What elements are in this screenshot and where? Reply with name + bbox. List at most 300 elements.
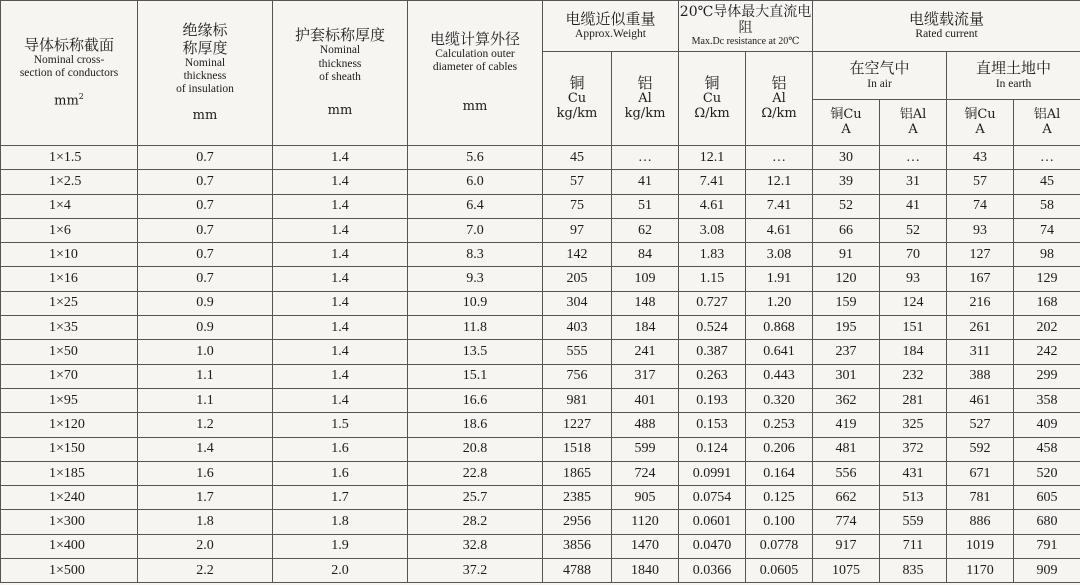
cell-section: 1×120 bbox=[1, 413, 138, 437]
cell-earth-al: 458 bbox=[1014, 437, 1080, 461]
weight-en-label: Approx.Weight bbox=[575, 28, 646, 41]
cell-insulation: 1.7 bbox=[138, 486, 273, 510]
cell-earth-cu: 671 bbox=[947, 461, 1014, 485]
cell-resistance-cu: 1.83 bbox=[679, 243, 746, 267]
cell-weight-cu: 2956 bbox=[543, 510, 612, 534]
cell-resistance-cu: 1.15 bbox=[679, 267, 746, 291]
cell-sheath: 1.4 bbox=[273, 388, 408, 412]
cell-air-al: 70 bbox=[880, 243, 947, 267]
cell-diameter: 11.8 bbox=[408, 316, 543, 340]
cell-weight-cu: 756 bbox=[543, 364, 612, 388]
cell-resistance-al: 0.641 bbox=[746, 340, 813, 364]
table-row bbox=[1, 267, 1080, 291]
cell-earth-cu: 167 bbox=[947, 267, 1014, 291]
cell-diameter: 25.7 bbox=[408, 486, 543, 510]
cell-section: 1×500 bbox=[1, 559, 138, 583]
cell-resistance-cu: 0.0470 bbox=[679, 534, 746, 558]
cell-air-al: 124 bbox=[880, 291, 947, 315]
cell-weight-al: 184 bbox=[612, 316, 679, 340]
cell-insulation: 0.9 bbox=[138, 316, 273, 340]
resistance-cu-unit: Ω/km bbox=[694, 106, 730, 122]
cell-earth-al: 129 bbox=[1014, 267, 1080, 291]
cell-sheath: 1.4 bbox=[273, 170, 408, 194]
cell-earth-cu: 43 bbox=[947, 146, 1014, 170]
insulation-en-label-1: Nominal bbox=[184, 56, 226, 69]
resistance-al-cn: 铝 bbox=[771, 73, 787, 92]
table-row bbox=[1, 170, 1080, 194]
cell-section: 1×1.5 bbox=[1, 146, 138, 170]
earth-al-unit: A bbox=[1042, 121, 1052, 137]
cell-air-cu: 52 bbox=[813, 194, 880, 218]
cell-earth-al: 168 bbox=[1014, 291, 1080, 315]
cell-air-cu: 39 bbox=[813, 170, 880, 194]
cell-resistance-cu: 0.153 bbox=[679, 413, 746, 437]
cell-weight-cu: 555 bbox=[543, 340, 612, 364]
cell-air-al: 513 bbox=[880, 486, 947, 510]
weight-cn-label: 电缆近似重量 bbox=[565, 9, 656, 28]
sheath-en-label-3: of sheath bbox=[319, 70, 361, 83]
header-resistance-cu bbox=[679, 52, 746, 146]
header-insulation bbox=[138, 1, 273, 146]
cell-earth-cu: 127 bbox=[947, 243, 1014, 267]
cell-earth-al: 409 bbox=[1014, 413, 1080, 437]
cell-air-al: 232 bbox=[880, 364, 947, 388]
current-cn-label: 电缆载流量 bbox=[909, 9, 985, 28]
cell-section: 1×400 bbox=[1, 534, 138, 558]
weight-al-cn: 铝 bbox=[637, 73, 653, 92]
cell-diameter: 5.6 bbox=[408, 146, 543, 170]
cell-section: 1×10 bbox=[1, 243, 138, 267]
cell-weight-cu: 97 bbox=[543, 218, 612, 242]
diameter-en-label-2: diameter of cables bbox=[432, 61, 518, 74]
cell-resistance-al: 0.125 bbox=[746, 486, 813, 510]
cell-resistance-al: 0.443 bbox=[746, 364, 813, 388]
cell-air-al: 835 bbox=[880, 559, 947, 583]
cell-air-cu: 419 bbox=[813, 413, 880, 437]
cell-earth-cu: 311 bbox=[947, 340, 1014, 364]
cell-diameter: 6.0 bbox=[408, 170, 543, 194]
cell-weight-al: 41 bbox=[612, 170, 679, 194]
cell-section: 1×240 bbox=[1, 486, 138, 510]
sheath-unit: mm bbox=[327, 102, 353, 118]
table-body bbox=[1, 146, 1080, 583]
cell-air-cu: 30 bbox=[813, 146, 880, 170]
section-unit: mm bbox=[54, 93, 79, 109]
cell-section: 1×2.5 bbox=[1, 170, 138, 194]
cell-insulation: 1.4 bbox=[138, 437, 273, 461]
header-earth-cu bbox=[947, 100, 1014, 146]
cell-air-cu: 120 bbox=[813, 267, 880, 291]
cell-weight-al: 724 bbox=[612, 461, 679, 485]
cell-earth-al: 605 bbox=[1014, 486, 1080, 510]
cell-weight-cu: 57 bbox=[543, 170, 612, 194]
header-resistance-al bbox=[746, 52, 813, 146]
cell-resistance-al: 0.0605 bbox=[746, 559, 813, 583]
cell-air-al: 281 bbox=[880, 388, 947, 412]
section-unit-sup: 2 bbox=[78, 92, 84, 102]
cell-sheath: 1.4 bbox=[273, 243, 408, 267]
cell-resistance-al: … bbox=[746, 146, 813, 170]
cell-diameter: 7.0 bbox=[408, 218, 543, 242]
air-en-label: In air bbox=[867, 77, 892, 90]
cell-section: 1×6 bbox=[1, 218, 138, 242]
cell-air-cu: 66 bbox=[813, 218, 880, 242]
cell-insulation: 0.7 bbox=[138, 243, 273, 267]
resistance-cu-cn: 铜 bbox=[704, 73, 720, 92]
cell-sheath: 2.0 bbox=[273, 559, 408, 583]
cell-insulation: 0.9 bbox=[138, 291, 273, 315]
header-weight-al bbox=[612, 52, 679, 146]
cell-insulation: 1.1 bbox=[138, 388, 273, 412]
cell-earth-cu: 592 bbox=[947, 437, 1014, 461]
cell-air-al: 93 bbox=[880, 267, 947, 291]
cell-section: 1×50 bbox=[1, 340, 138, 364]
air-cu-label: 铜Cu bbox=[830, 106, 862, 122]
table-row bbox=[1, 413, 1080, 437]
cell-weight-al: 317 bbox=[612, 364, 679, 388]
table-row bbox=[1, 194, 1080, 218]
table-row bbox=[1, 437, 1080, 461]
air-al-label: 铝Al bbox=[899, 106, 927, 122]
cell-insulation: 0.7 bbox=[138, 194, 273, 218]
cell-sheath: 1.4 bbox=[273, 267, 408, 291]
cell-air-cu: 301 bbox=[813, 364, 880, 388]
cell-earth-al: 98 bbox=[1014, 243, 1080, 267]
cell-air-cu: 481 bbox=[813, 437, 880, 461]
cell-resistance-cu: 0.0754 bbox=[679, 486, 746, 510]
resistance-cn-label: 20℃导体最大直流电阻 bbox=[679, 4, 812, 37]
cell-air-al: 325 bbox=[880, 413, 947, 437]
cell-resistance-al: 0.0778 bbox=[746, 534, 813, 558]
cell-weight-al: … bbox=[612, 146, 679, 170]
cell-weight-al: 488 bbox=[612, 413, 679, 437]
cell-resistance-cu: 0.0601 bbox=[679, 510, 746, 534]
cell-diameter: 20.8 bbox=[408, 437, 543, 461]
cell-weight-al: 241 bbox=[612, 340, 679, 364]
resistance-cu-en: Cu bbox=[702, 91, 722, 107]
header-section bbox=[1, 1, 138, 146]
header-diameter bbox=[408, 1, 543, 146]
cell-diameter: 8.3 bbox=[408, 243, 543, 267]
insulation-en-label-2: thickness bbox=[183, 70, 227, 83]
cell-insulation: 2.0 bbox=[138, 534, 273, 558]
cell-air-cu: 91 bbox=[813, 243, 880, 267]
cell-insulation: 1.1 bbox=[138, 364, 273, 388]
cell-earth-cu: 1019 bbox=[947, 534, 1014, 558]
cell-earth-cu: 216 bbox=[947, 291, 1014, 315]
cell-air-al: 372 bbox=[880, 437, 947, 461]
sheath-en-label-2: thickness bbox=[318, 57, 362, 70]
header-weight-cu bbox=[543, 52, 612, 146]
cell-insulation: 1.6 bbox=[138, 461, 273, 485]
cell-resistance-al: 0.206 bbox=[746, 437, 813, 461]
cell-insulation: 0.7 bbox=[138, 170, 273, 194]
cell-section: 1×70 bbox=[1, 364, 138, 388]
cell-earth-cu: 527 bbox=[947, 413, 1014, 437]
cell-earth-cu: 461 bbox=[947, 388, 1014, 412]
air-cn-label: 在空气中 bbox=[849, 59, 910, 78]
weight-al-en: Al bbox=[638, 91, 652, 107]
cell-earth-al: 680 bbox=[1014, 510, 1080, 534]
cell-sheath: 1.4 bbox=[273, 291, 408, 315]
cell-sheath: 1.6 bbox=[273, 461, 408, 485]
earth-en-label: In earth bbox=[995, 77, 1032, 90]
diameter-unit: mm bbox=[462, 99, 488, 115]
cell-diameter: 6.4 bbox=[408, 194, 543, 218]
cell-earth-al: 909 bbox=[1014, 559, 1080, 583]
cell-resistance-al: 12.1 bbox=[746, 170, 813, 194]
cell-air-cu: 159 bbox=[813, 291, 880, 315]
earth-al-label: 铝Al bbox=[1033, 106, 1061, 122]
cell-section: 1×150 bbox=[1, 437, 138, 461]
cell-weight-al: 905 bbox=[612, 486, 679, 510]
cell-section: 1×25 bbox=[1, 291, 138, 315]
cell-earth-al: … bbox=[1014, 146, 1080, 170]
cell-resistance-cu: 0.0991 bbox=[679, 461, 746, 485]
table-row bbox=[1, 510, 1080, 534]
cell-earth-cu: 57 bbox=[947, 170, 1014, 194]
cell-earth-al: 791 bbox=[1014, 534, 1080, 558]
cell-weight-al: 109 bbox=[612, 267, 679, 291]
cell-insulation: 1.0 bbox=[138, 340, 273, 364]
cell-air-cu: 195 bbox=[813, 316, 880, 340]
cell-diameter: 22.8 bbox=[408, 461, 543, 485]
cell-weight-al: 1840 bbox=[612, 559, 679, 583]
cell-resistance-cu: 4.61 bbox=[679, 194, 746, 218]
cell-air-al: 184 bbox=[880, 340, 947, 364]
cell-air-al: 151 bbox=[880, 316, 947, 340]
cell-earth-al: 58 bbox=[1014, 194, 1080, 218]
cell-weight-al: 401 bbox=[612, 388, 679, 412]
earth-cu-label: 铜Cu bbox=[964, 106, 996, 122]
section-cn-label: 导体标称截面 bbox=[23, 35, 114, 54]
air-cu-unit: A bbox=[841, 121, 851, 137]
diameter-cn-label: 电缆计算外径 bbox=[429, 29, 520, 48]
header-current bbox=[813, 1, 1080, 52]
cell-insulation: 1.2 bbox=[138, 413, 273, 437]
header-current-earth bbox=[947, 52, 1080, 100]
cell-earth-cu: 93 bbox=[947, 218, 1014, 242]
cell-insulation: 2.2 bbox=[138, 559, 273, 583]
cell-diameter: 37.2 bbox=[408, 559, 543, 583]
cell-weight-al: 1120 bbox=[612, 510, 679, 534]
cell-resistance-al: 0.164 bbox=[746, 461, 813, 485]
header-earth-al bbox=[1014, 100, 1080, 146]
header-sheath bbox=[273, 1, 408, 146]
cell-insulation: 0.7 bbox=[138, 267, 273, 291]
cell-air-cu: 1075 bbox=[813, 559, 880, 583]
cell-air-al: 41 bbox=[880, 194, 947, 218]
cell-section: 1×4 bbox=[1, 194, 138, 218]
cell-diameter: 18.6 bbox=[408, 413, 543, 437]
earth-cn-label: 直埋土地中 bbox=[976, 59, 1052, 78]
weight-cu-unit: kg/km bbox=[556, 106, 598, 122]
table-header bbox=[1, 1, 1080, 146]
sheath-cn-label: 护套标称厚度 bbox=[294, 26, 385, 45]
cell-air-al: 31 bbox=[880, 170, 947, 194]
cell-earth-cu: 886 bbox=[947, 510, 1014, 534]
section-en-label-2: section of conductors bbox=[19, 66, 119, 79]
cell-air-al: … bbox=[880, 146, 947, 170]
cell-resistance-al: 0.320 bbox=[746, 388, 813, 412]
cell-air-cu: 774 bbox=[813, 510, 880, 534]
cell-earth-al: 299 bbox=[1014, 364, 1080, 388]
cell-section: 1×300 bbox=[1, 510, 138, 534]
cell-earth-al: 242 bbox=[1014, 340, 1080, 364]
cell-earth-cu: 74 bbox=[947, 194, 1014, 218]
cell-resistance-al: 0.100 bbox=[746, 510, 813, 534]
cell-resistance-al: 1.91 bbox=[746, 267, 813, 291]
cell-earth-al: 202 bbox=[1014, 316, 1080, 340]
diameter-en-label-1: Calculation outer bbox=[435, 47, 515, 60]
cell-sheath: 1.4 bbox=[273, 340, 408, 364]
cell-weight-cu: 2385 bbox=[543, 486, 612, 510]
sheath-en-label-1: Nominal bbox=[319, 44, 361, 57]
cell-air-cu: 237 bbox=[813, 340, 880, 364]
header-air-cu bbox=[813, 100, 880, 146]
resistance-en-label: Max.Dc resistance at 20℃ bbox=[691, 36, 800, 48]
cell-weight-cu: 75 bbox=[543, 194, 612, 218]
cell-air-cu: 662 bbox=[813, 486, 880, 510]
weight-cu-en: Cu bbox=[567, 91, 587, 107]
cell-earth-cu: 388 bbox=[947, 364, 1014, 388]
table-row bbox=[1, 146, 1080, 170]
cell-air-cu: 362 bbox=[813, 388, 880, 412]
header-air-al bbox=[880, 100, 947, 146]
cell-sheath: 1.4 bbox=[273, 364, 408, 388]
cell-diameter: 10.9 bbox=[408, 291, 543, 315]
cell-resistance-cu: 0.193 bbox=[679, 388, 746, 412]
cell-sheath: 1.4 bbox=[273, 146, 408, 170]
cell-resistance-cu: 3.08 bbox=[679, 218, 746, 242]
table-row bbox=[1, 291, 1080, 315]
section-en-label-1: Nominal cross- bbox=[33, 53, 105, 66]
cell-resistance-cu: 0.524 bbox=[679, 316, 746, 340]
cell-section: 1×16 bbox=[1, 267, 138, 291]
cell-air-al: 431 bbox=[880, 461, 947, 485]
cell-resistance-cu: 0.263 bbox=[679, 364, 746, 388]
cell-earth-al: 358 bbox=[1014, 388, 1080, 412]
cell-resistance-al: 3.08 bbox=[746, 243, 813, 267]
table-row bbox=[1, 364, 1080, 388]
cell-section: 1×35 bbox=[1, 316, 138, 340]
cell-resistance-cu: 0.387 bbox=[679, 340, 746, 364]
table-row bbox=[1, 316, 1080, 340]
cell-resistance-al: 1.20 bbox=[746, 291, 813, 315]
table-row bbox=[1, 534, 1080, 558]
cell-sheath: 1.5 bbox=[273, 413, 408, 437]
header-resistance bbox=[679, 1, 813, 52]
cell-diameter: 16.6 bbox=[408, 388, 543, 412]
cell-insulation: 0.7 bbox=[138, 218, 273, 242]
cell-sheath: 1.4 bbox=[273, 194, 408, 218]
cell-weight-cu: 142 bbox=[543, 243, 612, 267]
cell-insulation: 0.7 bbox=[138, 146, 273, 170]
cell-diameter: 15.1 bbox=[408, 364, 543, 388]
cell-earth-cu: 1170 bbox=[947, 559, 1014, 583]
cell-weight-al: 1470 bbox=[612, 534, 679, 558]
cell-weight-al: 51 bbox=[612, 194, 679, 218]
cell-sheath: 1.4 bbox=[273, 316, 408, 340]
cell-resistance-al: 0.868 bbox=[746, 316, 813, 340]
cell-diameter: 9.3 bbox=[408, 267, 543, 291]
cell-weight-al: 84 bbox=[612, 243, 679, 267]
earth-cu-unit: A bbox=[975, 121, 985, 137]
cell-air-al: 52 bbox=[880, 218, 947, 242]
cell-weight-al: 148 bbox=[612, 291, 679, 315]
insulation-unit: mm bbox=[192, 107, 218, 123]
cell-weight-cu: 4788 bbox=[543, 559, 612, 583]
cell-weight-al: 62 bbox=[612, 218, 679, 242]
cell-weight-cu: 1865 bbox=[543, 461, 612, 485]
table-row bbox=[1, 243, 1080, 267]
cell-earth-al: 45 bbox=[1014, 170, 1080, 194]
cell-weight-cu: 45 bbox=[543, 146, 612, 170]
cell-insulation: 1.8 bbox=[138, 510, 273, 534]
cell-resistance-al: 7.41 bbox=[746, 194, 813, 218]
resistance-al-unit: Ω/km bbox=[761, 106, 797, 122]
cell-sheath: 1.6 bbox=[273, 437, 408, 461]
cell-resistance-cu: 0.0366 bbox=[679, 559, 746, 583]
table-row bbox=[1, 461, 1080, 485]
insulation-en-label-3: of insulation bbox=[176, 83, 234, 96]
insulation-cn-label-1: 绝缘标 bbox=[182, 21, 228, 40]
weight-cu-cn: 铜 bbox=[569, 73, 585, 92]
cell-earth-al: 74 bbox=[1014, 218, 1080, 242]
table-row bbox=[1, 559, 1080, 583]
resistance-al-en: Al bbox=[772, 91, 786, 107]
cell-resistance-cu: 0.124 bbox=[679, 437, 746, 461]
header-weight bbox=[543, 1, 679, 52]
cell-weight-cu: 1518 bbox=[543, 437, 612, 461]
insulation-cn-label-2: 称厚度 bbox=[182, 38, 228, 57]
header-current-air bbox=[813, 52, 947, 100]
cell-resistance-cu: 0.727 bbox=[679, 291, 746, 315]
weight-al-unit: kg/km bbox=[624, 106, 666, 122]
cell-air-al: 711 bbox=[880, 534, 947, 558]
cell-diameter: 28.2 bbox=[408, 510, 543, 534]
cell-resistance-al: 4.61 bbox=[746, 218, 813, 242]
cell-weight-cu: 1227 bbox=[543, 413, 612, 437]
cell-weight-cu: 3856 bbox=[543, 534, 612, 558]
cell-resistance-cu: 7.41 bbox=[679, 170, 746, 194]
cell-air-al: 559 bbox=[880, 510, 947, 534]
cell-diameter: 32.8 bbox=[408, 534, 543, 558]
cell-weight-cu: 403 bbox=[543, 316, 612, 340]
cell-sheath: 1.8 bbox=[273, 510, 408, 534]
cell-earth-cu: 261 bbox=[947, 316, 1014, 340]
cell-weight-cu: 205 bbox=[543, 267, 612, 291]
cell-resistance-cu: 12.1 bbox=[679, 146, 746, 170]
cell-air-cu: 556 bbox=[813, 461, 880, 485]
cell-diameter: 13.5 bbox=[408, 340, 543, 364]
cell-resistance-al: 0.253 bbox=[746, 413, 813, 437]
cell-air-cu: 917 bbox=[813, 534, 880, 558]
table-row bbox=[1, 486, 1080, 510]
cell-weight-cu: 304 bbox=[543, 291, 612, 315]
cell-weight-cu: 981 bbox=[543, 388, 612, 412]
cell-earth-cu: 781 bbox=[947, 486, 1014, 510]
current-en-label: Rated current bbox=[915, 28, 978, 41]
cell-sheath: 1.7 bbox=[273, 486, 408, 510]
cell-section: 1×95 bbox=[1, 388, 138, 412]
cell-sheath: 1.4 bbox=[273, 218, 408, 242]
table-row bbox=[1, 340, 1080, 364]
cell-earth-al: 520 bbox=[1014, 461, 1080, 485]
cell-weight-al: 599 bbox=[612, 437, 679, 461]
cell-sheath: 1.9 bbox=[273, 534, 408, 558]
air-al-unit: A bbox=[908, 121, 918, 137]
